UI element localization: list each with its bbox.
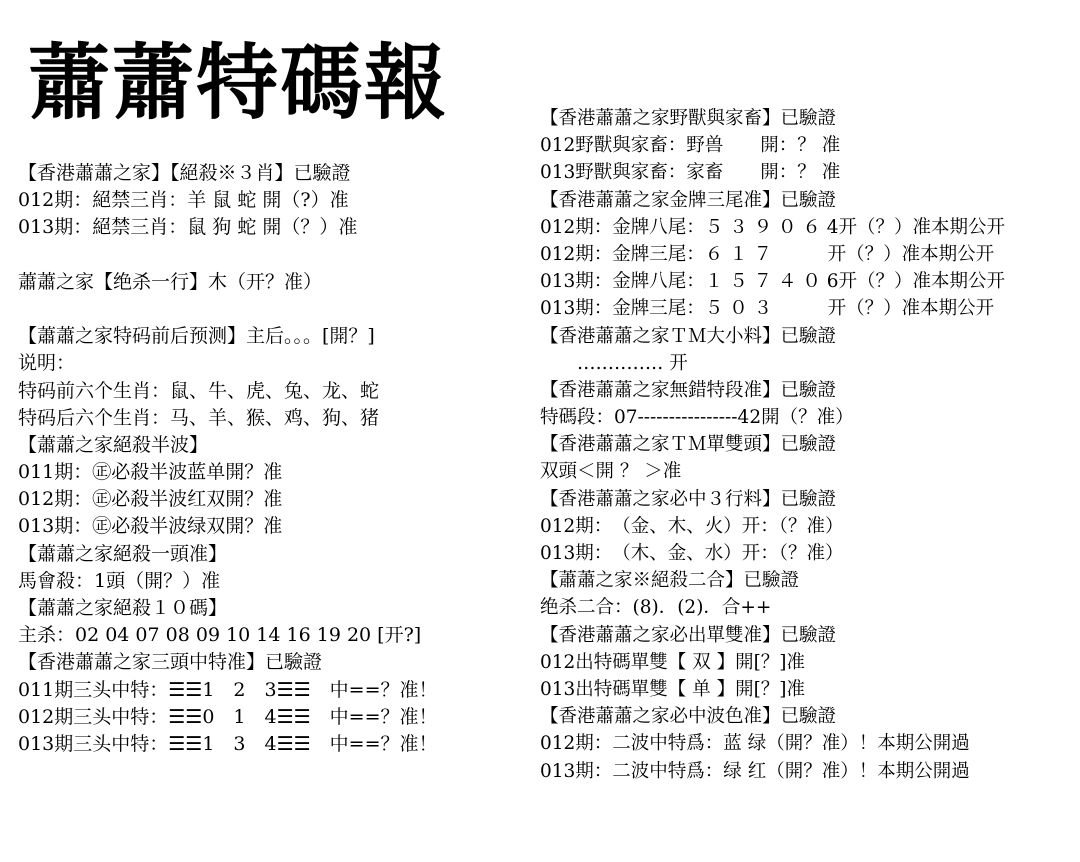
text-line: 【香港蕭蕭之家ＴＭ大小料】已驗證	[540, 325, 837, 347]
text-line: 【香港蕭蕭之家ＴＭ單雙頭】已驗證	[540, 434, 837, 456]
text-line: 013期： （木、金、水）开：（？准）	[540, 543, 844, 564]
left-column	[18, 160, 518, 758]
text-line: 013期：絕禁三肖：鼠 狗 蛇 開（？）准	[18, 216, 358, 239]
text-line: 【香港蕭蕭之家野獸與家畜】已驗證	[540, 108, 837, 129]
text-line: 012期：金牌八尾：５ ３ ９ ０ ６ 4开（？）准本期公开	[540, 216, 1005, 238]
text-line: 013出特碼單雙【 单 】開[？]准	[540, 678, 806, 700]
text-line: 特码前六个生肖：鼠、牛、虎、兔、龙、蛇	[18, 379, 380, 402]
text-line: 【香港蕭蕭之家必中波色准】已驗證	[540, 706, 837, 728]
text-line: 主杀：02 04 07 08 09 10 14 16 19 20 [开?]	[18, 624, 422, 647]
text-line: 【蕭蕭之家特码前后预测】主后。。。[開？]	[18, 325, 375, 348]
text-line: 012期：絕禁三肖：羊 鼠 蛇 開（?）准	[18, 189, 349, 212]
text-line: 【蕭蕭之家絕殺半波】	[18, 433, 209, 456]
text-line: 【蕭蕭之家※絕殺二合】已驗證	[540, 570, 800, 592]
text-line: 【蕭蕭之家絕殺１０碼】	[18, 597, 228, 619]
spacer	[18, 242, 518, 269]
right-column	[540, 105, 1070, 785]
text-line: 012期三头中特：☰☰0 1 4☰☰ 中==？准！	[18, 705, 438, 728]
text-line: 012期：㊣必殺半波红双開？准	[18, 488, 283, 511]
text-line: 013期：金牌八尾：１ ５ ７ ４ ０ 6开（？）准本期公开	[540, 271, 1005, 293]
text-line: 馬會殺：1頭（開？）准	[18, 569, 221, 592]
text-line: 013期：㊣必殺半波绿双開？准	[18, 515, 283, 538]
spacer	[18, 296, 518, 323]
text-line: 011期：㊣必殺半波蓝单開？准	[18, 461, 283, 484]
text-line: 【香港蕭蕭之家必出單雙准】已驗證	[540, 624, 837, 646]
text-line: 双頭＜開 ？ ＞准	[540, 461, 682, 483]
text-line: 013期三头中特：☰☰1 3 4☰☰ 中==？准！	[18, 732, 438, 755]
text-line: 特码后六个生肖：马、羊、猴、鸡、狗、猪	[18, 406, 380, 429]
text-line: 特碼段：07----------------42開（？准）	[540, 407, 854, 429]
text-line: 【香港蕭蕭之家三頭中特准】已驗證	[18, 651, 323, 674]
text-line: 【香港蕭蕭之家】【絕殺※３肖】已驗證	[18, 162, 351, 184]
text-line: 011期三头中特：☰☰1 2 3☰☰ 中==？准！	[18, 678, 438, 701]
text-line: 012期： （金、木、火）开：（？准）	[540, 515, 844, 537]
text-line: 013野獸與家畜：家畜 開：？ 准	[540, 162, 841, 184]
text-line: 012野獸與家畜：野兽 開：？ 准	[540, 135, 841, 157]
text-line: 012出特碼單雙【 双 】開[？]准	[540, 651, 806, 673]
text-line: 【香港蕭蕭之家無錯特段准】已驗證	[540, 379, 837, 401]
text-line: 说明：	[18, 352, 76, 375]
text-line: 013期：二波中特爲：绿 红（開？准）！本期公開過	[540, 760, 970, 782]
text-line: 013期：金牌三尾：５ ０ ３ 开（？）准本期公开	[540, 298, 995, 320]
text-line: 【香港蕭蕭之家必中３行料】已驗證	[540, 488, 837, 510]
text-line: 012期：金牌三尾：６ １ ７ 开（？）准本期公开	[540, 243, 995, 265]
text-line: ‥‥‥‥‥‥‥ 开	[540, 352, 688, 374]
text-line: 012期：二波中特爲：蓝 绿（開？准）！本期公開過	[540, 733, 970, 755]
page-title: 蕭蕭特碼報	[28, 35, 449, 131]
text-line: 【蕭蕭之家絕殺一頭准】	[18, 542, 228, 565]
text-line: 绝杀二合：(8)．(2)．合++	[540, 597, 772, 619]
text-line: 蕭蕭之家【绝杀一行】木（开？准）	[18, 270, 323, 293]
text-line: 【香港蕭蕭之家金牌三尾准】已驗證	[540, 189, 837, 211]
